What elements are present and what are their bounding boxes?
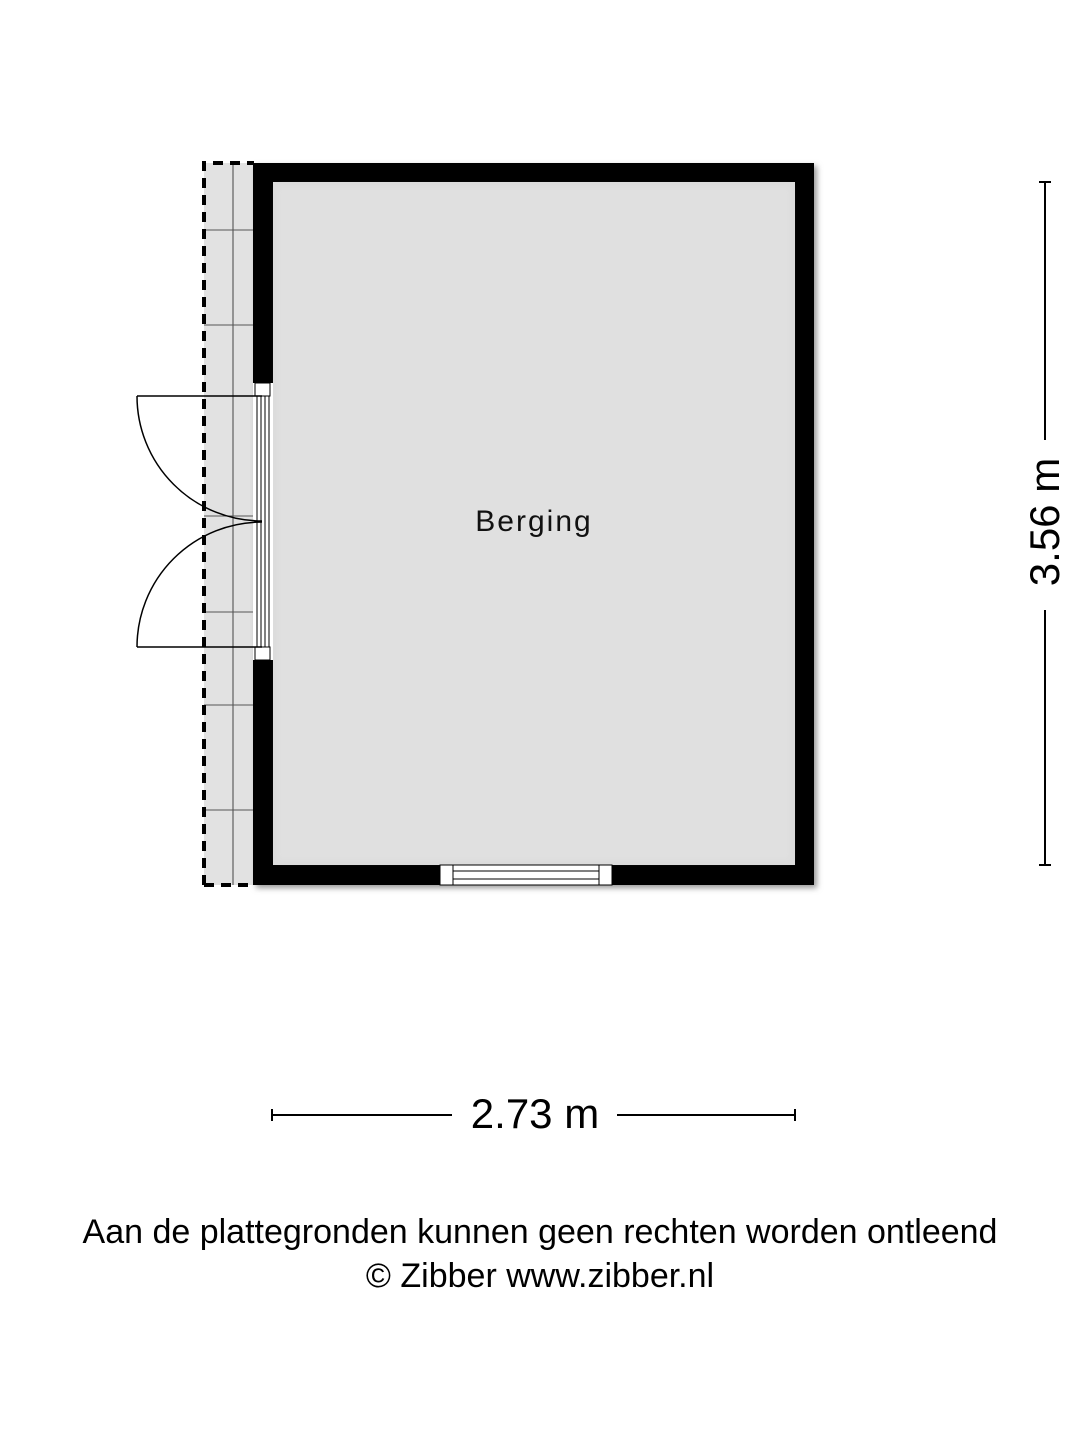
window (440, 865, 612, 885)
footer (0, 1210, 1080, 1298)
disclaimer-text: Aan de plattegronden kunnen geen rechten worden ontleend (82, 1213, 998, 1251)
terrace-strip (204, 163, 254, 885)
width-dimension-label: 2.73 m (470, 1090, 600, 1137)
depth-dimension-label: 3.56 m (1021, 457, 1068, 587)
room-label: Berging (475, 505, 593, 538)
copyright-text: © Zibber www.zibber.nl (365, 1257, 715, 1295)
